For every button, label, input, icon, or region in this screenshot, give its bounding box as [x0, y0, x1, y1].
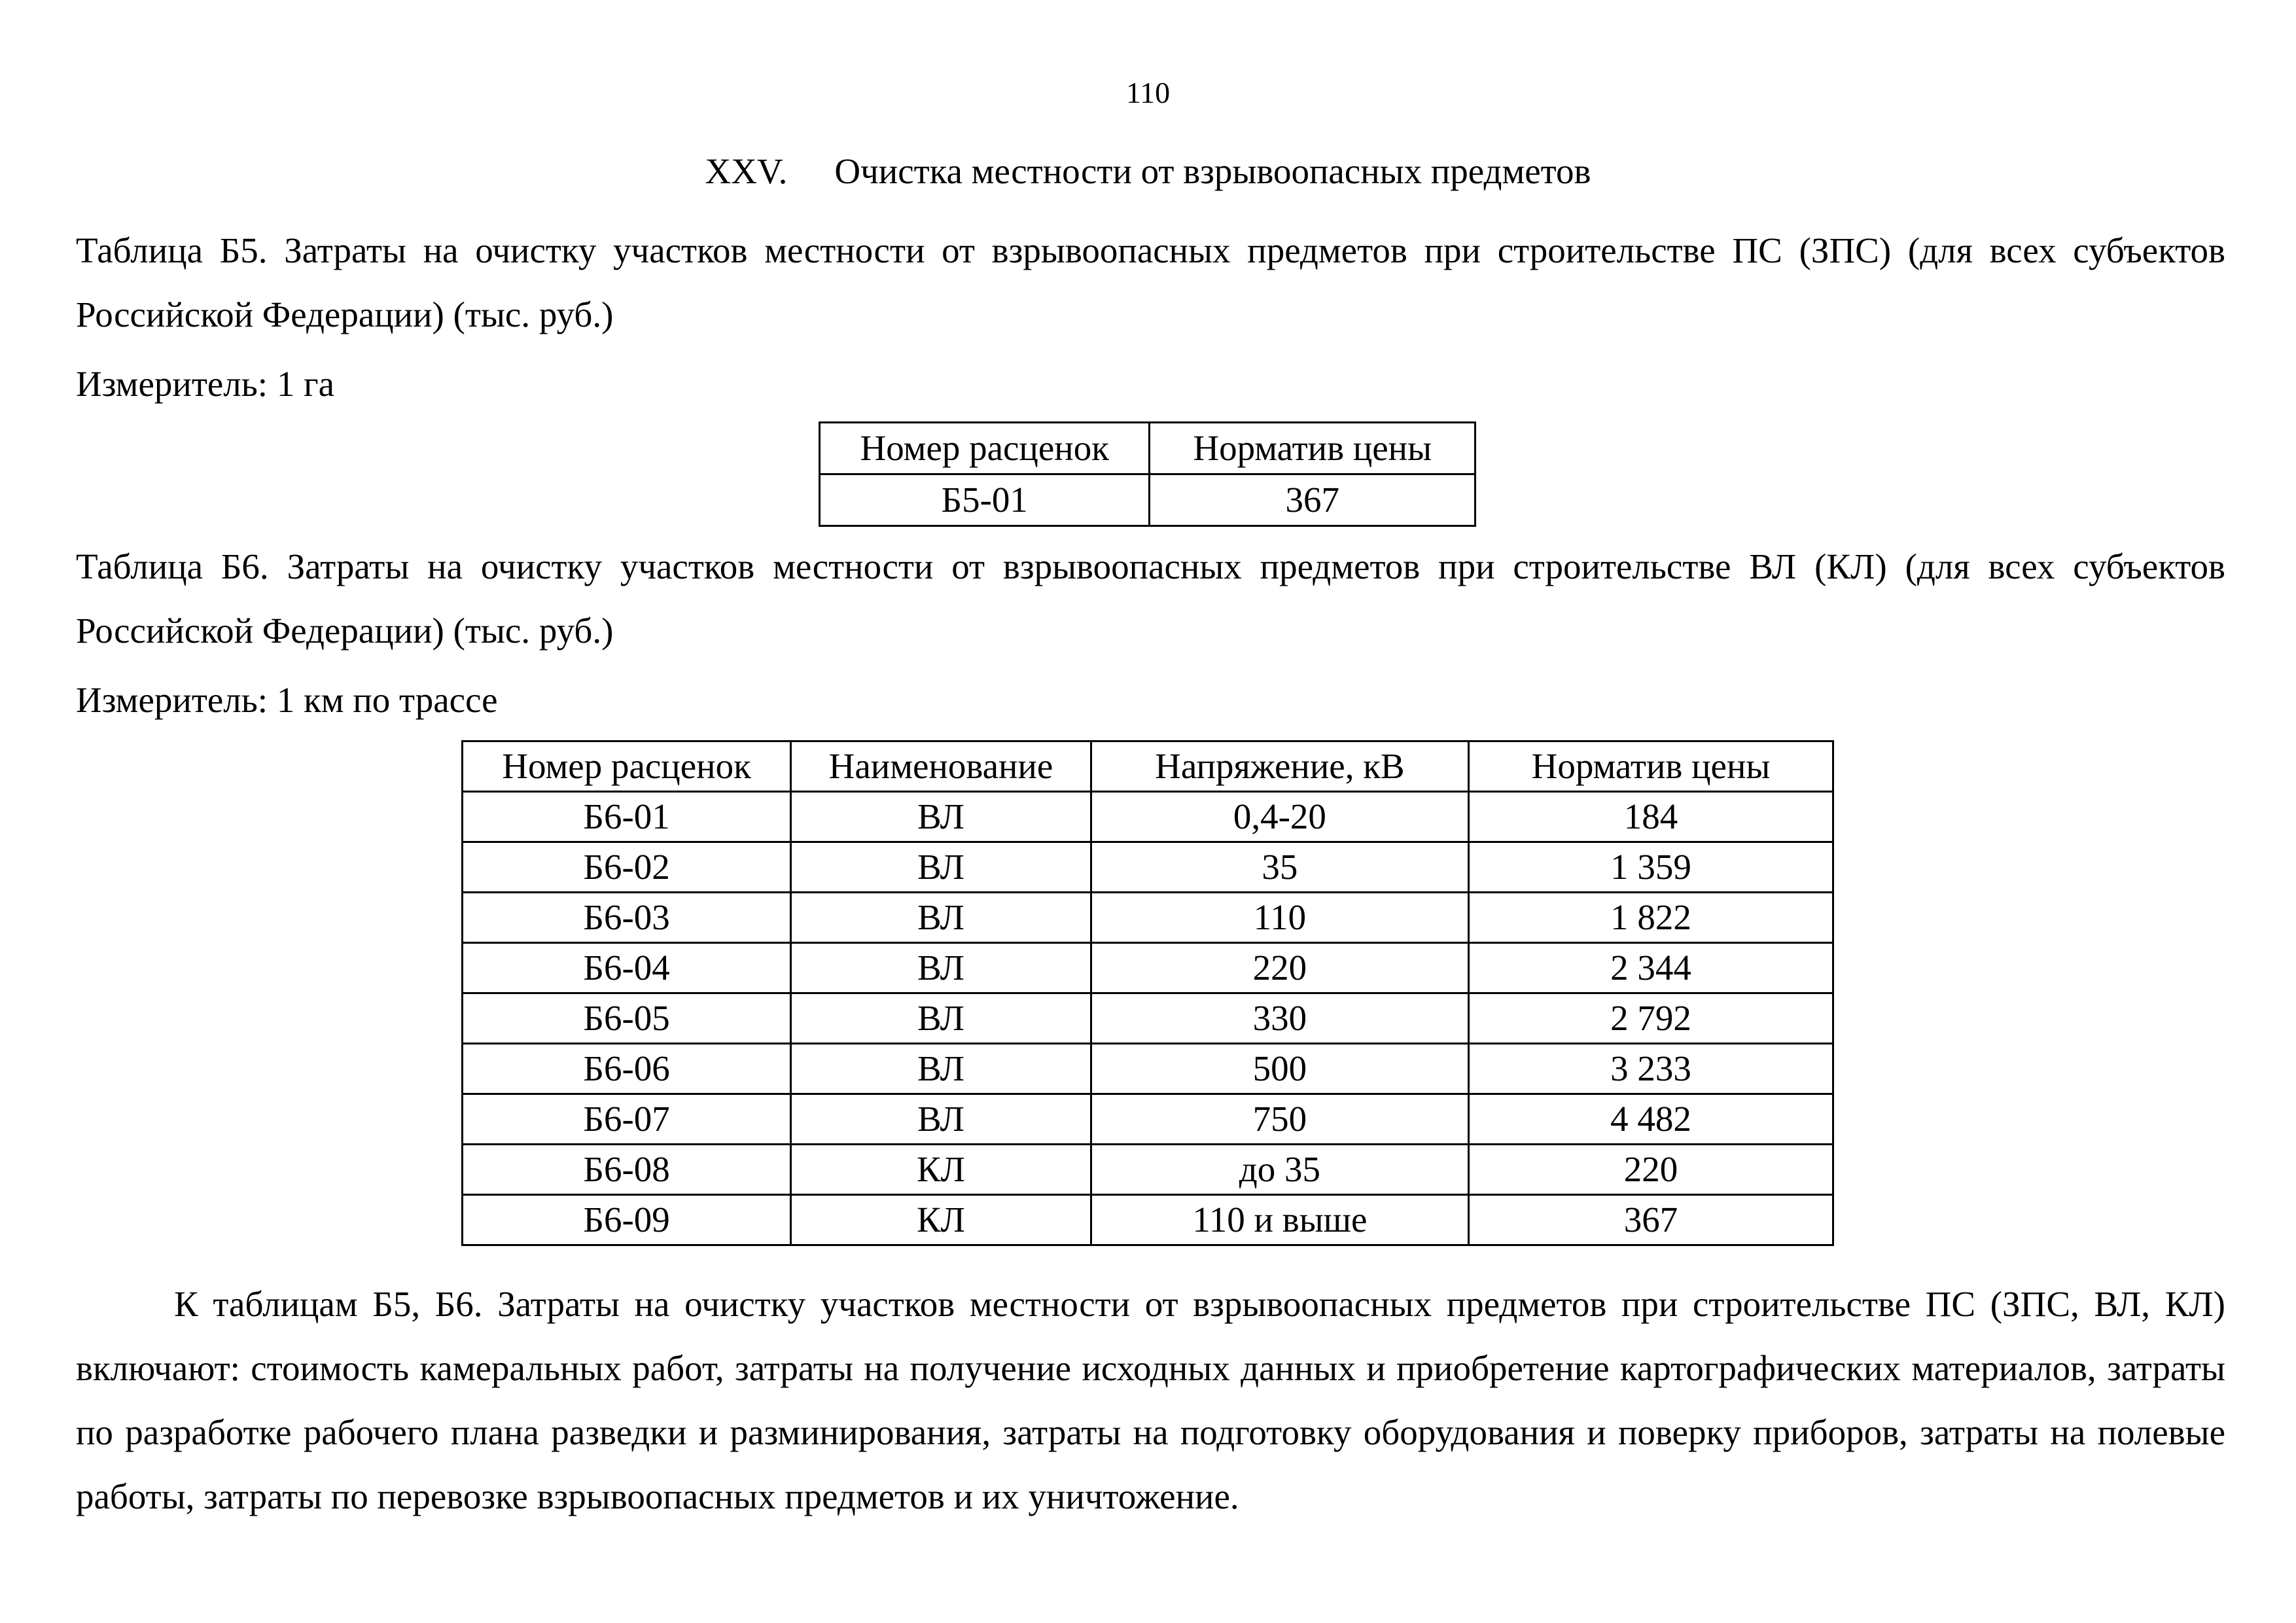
page-number: 110 — [1125, 76, 1171, 109]
table-cell: Б6-04 — [463, 943, 791, 993]
table-cell: ВЛ — [791, 792, 1091, 842]
table-cell: ВЛ — [791, 993, 1091, 1044]
table-cell: 1 359 — [1468, 842, 1833, 893]
table-b5 — [819, 421, 1476, 527]
table-cell: 330 — [1091, 993, 1468, 1044]
table-cell: Б6-07 — [463, 1094, 791, 1145]
section-heading — [0, 148, 2296, 195]
table-row — [463, 993, 1833, 1044]
table-cell: 750 — [1091, 1094, 1468, 1145]
table-cell: ВЛ — [791, 893, 1091, 943]
table-cell: Б6-09 — [463, 1195, 791, 1245]
table-cell: 4 482 — [1468, 1094, 1833, 1145]
table-cell: 184 — [1468, 792, 1833, 842]
table-cell: 367 — [1150, 474, 1475, 526]
table-cell: 35 — [1091, 842, 1468, 893]
table-header-row — [820, 423, 1475, 474]
column-header: Напряжение, кВ — [1091, 741, 1468, 792]
tables-note: К таблицам Б5, Б6. Затраты на очистку участков местности от взрывоопасных предметов при строительстве ПС (ЗПС, ВЛ, КЛ) включают: стоимость камеральных работ, затраты на получение исходных данных и приобретение картографических материалов, затраты по разработке рабочего плана разведки и разминирования, затраты на подготовку оборудования и поверку приборов, затраты на полевые работы, затраты по перевозке взрывоопасных предметов и их уничтожение. — [76, 1284, 2225, 1516]
table-cell: 0,4-20 — [1091, 792, 1468, 842]
table-row — [463, 842, 1833, 893]
table-cell: 110 и выше — [1091, 1195, 1468, 1245]
table-cell: Б6-03 — [463, 893, 791, 943]
column-header: Норматив цены — [1468, 741, 1833, 792]
table-row — [463, 792, 1833, 842]
table-cell: 1 822 — [1468, 893, 1833, 943]
table-row — [463, 893, 1833, 943]
column-header: Наименование — [791, 741, 1091, 792]
section-numeral: XXV. — [705, 151, 788, 191]
table-cell: 2 344 — [1468, 943, 1833, 993]
table-b5-caption: Таблица Б5. Затраты на очистку участков местности от взрывоопасных предметов при строительстве ПС (ЗПС) (для всех субъектов Российской Федерации) (тыс. руб.) — [76, 230, 2225, 334]
table-cell: 220 — [1468, 1145, 1833, 1195]
table-b6-measure: Измеритель: 1 км по трассе — [76, 680, 498, 720]
table-cell: Б5-01 — [820, 474, 1150, 526]
table-b6-caption: Таблица Б6. Затраты на очистку участков местности от взрывоопасных предметов при строительстве ВЛ (КЛ) (для всех субъектов Российской Федерации) (тыс. руб.) — [76, 546, 2225, 651]
table-cell: 3 233 — [1468, 1044, 1833, 1094]
table-cell: ВЛ — [791, 1094, 1091, 1145]
table-cell: 2 792 — [1468, 993, 1833, 1044]
table-cell: Б6-01 — [463, 792, 791, 842]
table-cell: 500 — [1091, 1044, 1468, 1094]
table-cell: 110 — [1091, 893, 1468, 943]
table-row — [463, 1195, 1833, 1245]
table-cell: 220 — [1091, 943, 1468, 993]
table-cell: Б6-06 — [463, 1044, 791, 1094]
table-row — [463, 1094, 1833, 1145]
column-header: Номер расценок — [463, 741, 791, 792]
table-cell: ВЛ — [791, 943, 1091, 993]
section-title: Очистка местности от взрывоопасных предметов — [834, 151, 1591, 191]
table-row — [820, 474, 1475, 526]
table-row — [463, 1145, 1833, 1195]
table-cell: КЛ — [791, 1195, 1091, 1245]
table-cell: 367 — [1468, 1195, 1833, 1245]
table-cell: Б6-02 — [463, 842, 791, 893]
table-row — [463, 1044, 1833, 1094]
table-b5-measure: Измеритель: 1 га — [76, 364, 335, 404]
table-cell: КЛ — [791, 1145, 1091, 1195]
table-b6 — [461, 740, 1834, 1246]
table-row — [463, 943, 1833, 993]
table-cell: ВЛ — [791, 1044, 1091, 1094]
table-cell: до 35 — [1091, 1145, 1468, 1195]
column-header: Номер расценок — [820, 423, 1150, 474]
table-cell: Б6-08 — [463, 1145, 791, 1195]
table-cell: ВЛ — [791, 842, 1091, 893]
table-header-row — [463, 741, 1833, 792]
column-header: Норматив цены — [1150, 423, 1475, 474]
table-cell: Б6-05 — [463, 993, 791, 1044]
